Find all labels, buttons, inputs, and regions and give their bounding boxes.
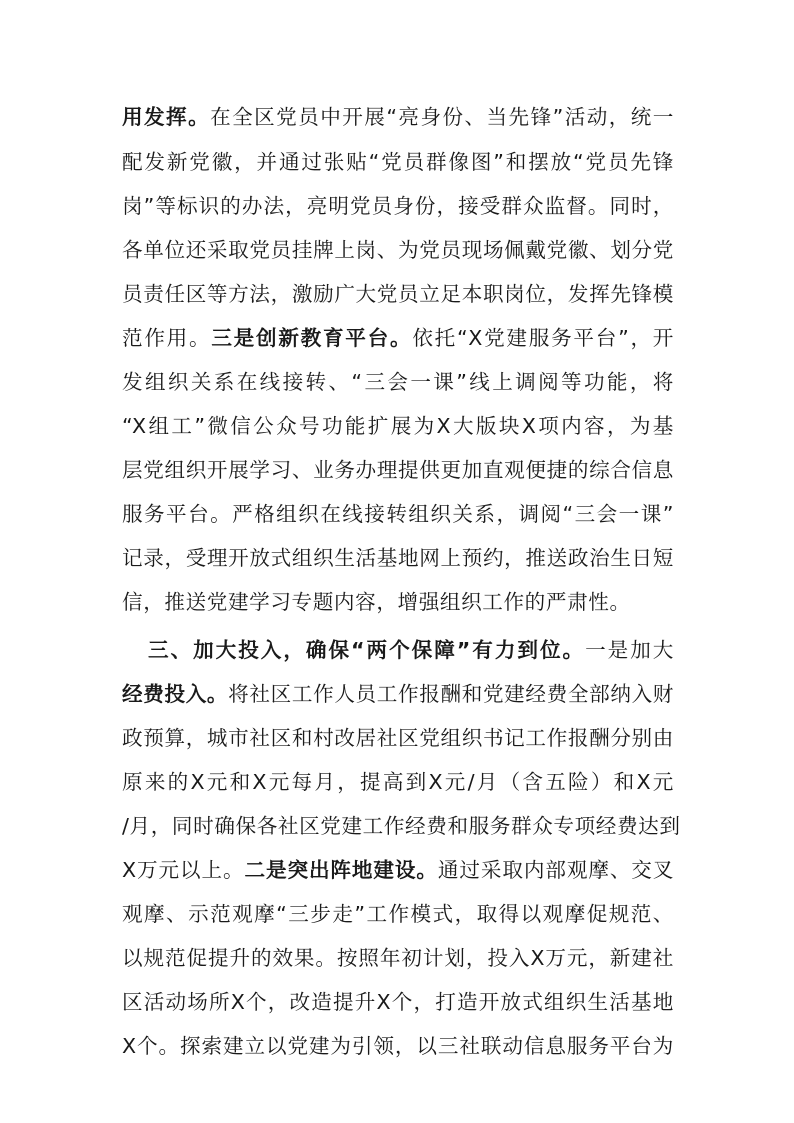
bold-phrase: 三是创新教育平台。 [211, 326, 413, 350]
section-heading-line [148, 630, 674, 670]
text-span: 范作用。 [122, 326, 212, 350]
text-line [122, 938, 674, 978]
text-span: 信，推送党建学习专题内容，增强组织工作的严肃性。 [122, 590, 631, 614]
text-line [122, 142, 674, 182]
text-line [122, 186, 674, 226]
text-line [122, 894, 674, 934]
text-line [122, 406, 674, 446]
text-line [122, 674, 674, 714]
text-span: 原来的X元和X元每月，提高到X元/月（含五险）和X元 [122, 770, 674, 794]
text-span: “X组工”微信公众号功能扩展为X大版块X项内容，为基 [122, 414, 674, 438]
text-line [122, 494, 674, 534]
text-line [122, 850, 674, 890]
text-span: 配发新党徽，并通过张贴“党员群像图”和摆放“党员先锋 [122, 150, 674, 174]
text-span: 各单位还采取党员挂牌上岗、为党员现场佩戴党徽、划分党 [122, 238, 674, 262]
bold-phrase: 用发挥。 [122, 105, 211, 129]
text-line [122, 806, 681, 846]
text-line [122, 982, 674, 1022]
text-span: 依托“X党建服务平台”，开 [412, 326, 674, 350]
text-span: /月，同时确保各社区党建工作经费和服务群众专项经费达到 [122, 814, 681, 838]
text-line [122, 1026, 674, 1066]
text-line [122, 230, 674, 270]
text-span: 在全区党员中开展“亮身份、当先锋”活动，统一 [210, 105, 674, 129]
text-span: X万元以上。 [122, 858, 245, 882]
text-line [122, 274, 674, 314]
section-heading: 三、加大投入，确保“两个保障”有力到位。 [148, 638, 586, 662]
text-span: 发组织关系在线接转、“三会一课”线上调阅等功能，将 [122, 370, 674, 394]
text-span: X个。探索建立以党建为引领，以三社联动信息服务平台为 [122, 1034, 674, 1058]
text-span: 服务平台。严格组织在线接转组织关系，调阅“三会一课” [122, 502, 674, 526]
text-span: 通过采取内部观摩、交叉 [437, 858, 674, 882]
text-span: 层党组织开展学习、业务办理提供更加直观便捷的综合信息 [122, 458, 674, 482]
text-line [122, 538, 674, 578]
text-span: 以规范促提升的效果。按照年初计划，投入X万元，新建社 [122, 946, 674, 970]
text-span: 员责任区等方法，激励广大党员立足本职岗位，发挥先锋模 [122, 282, 674, 306]
text-span: 岗”等标识的办法，亮明党员身份，接受群众监督。同时， [122, 194, 674, 218]
text-span: 政预算，城市社区和村改居社区党组织书记工作报酬分别由 [122, 726, 674, 750]
text-line [122, 318, 674, 358]
text-line [122, 362, 674, 402]
text-span: 一是加大 [585, 638, 674, 662]
text-span: 记录，受理开放式组织生活基地网上预约，推送政治生日短 [122, 546, 674, 570]
text-line [122, 97, 674, 137]
text-line [122, 582, 674, 622]
text-span: 观摩、示范观摩“三步走”工作模式，取得以观摩促规范、 [122, 902, 674, 926]
text-line [122, 450, 674, 490]
text-line [122, 762, 674, 802]
text-line [122, 718, 674, 758]
bold-phrase: 二是突出阵地建设。 [244, 858, 438, 882]
text-span: 将社区工作人员工作报酬和党建经费全部纳入财 [228, 682, 675, 706]
text-span: 区活动场所X个，改造提升X个，打造开放式组织生活基地 [122, 990, 674, 1014]
bold-phrase: 经费投入。 [122, 682, 229, 706]
